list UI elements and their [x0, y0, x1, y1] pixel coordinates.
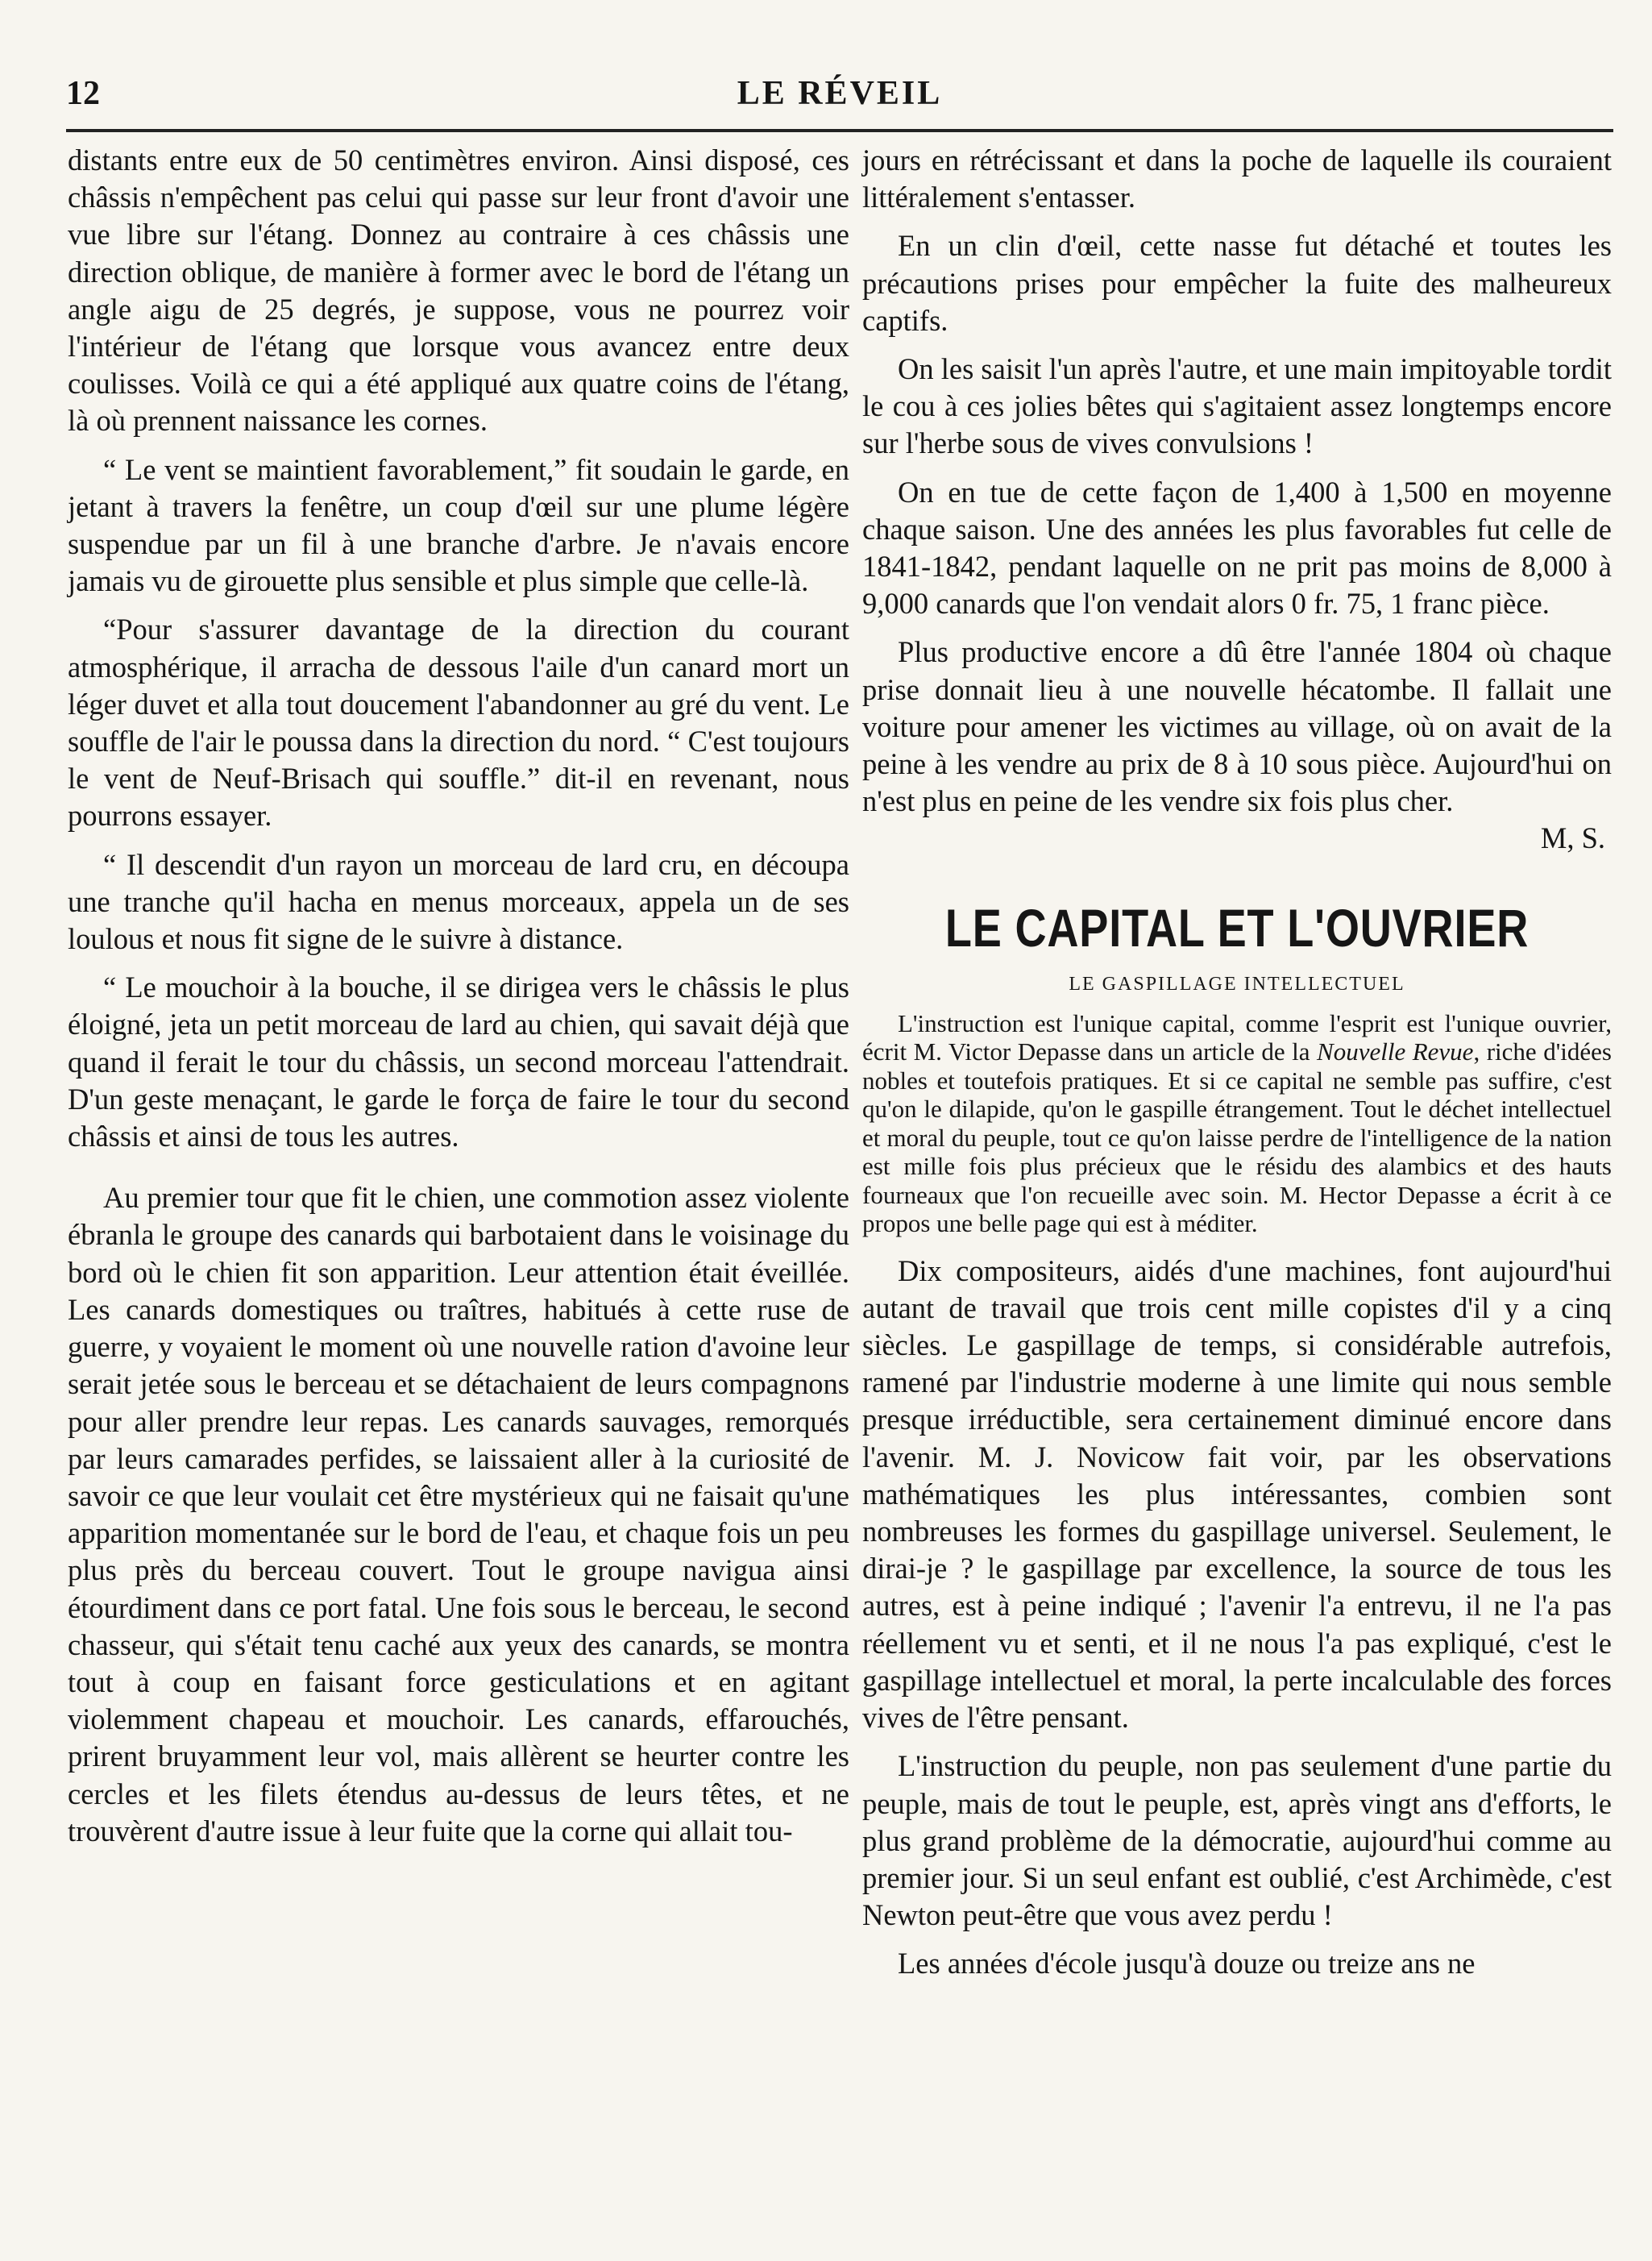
journal-name: Nouvelle Revue: [1317, 1037, 1474, 1066]
paragraph: Dix compositeurs, aidés d'une machines, font aujourd'hui autant de travail que trois cent mille copistes d'il y a cinq siècles. Le gaspillage de temps, si considérable autrefois, ramené par l'industrie moderne à une limite qui nous semble presque irréductible, sera certainement diminué encore dans l'avenir. M. J. Novicow fait voir, par les observations mathématiques les plus intéressantes, combien sont nombreuses les formes du gaspillage universel. Seulement, le dirai-je ? le gaspillage par excellence, la source de tous les autres, est à peine indiqué ; l'avenir l'a entrevu, il ne l'a pas réellement vu et senti, et il ne nous l'a pas expliqué, c'est le gaspillage intellectuel et moral, la perte incalculable des forces vives de l'être pensant.: [862, 1253, 1612, 1735]
paragraph: distants entre eux de 50 centimètres environ. Ainsi disposé, ces châssis n'empêchent pas celui qui passe sur leur front d'avoir une vue libre sur l'étang. Donnez au contraire à ces châssis une direction oblique, de manière à former avec le bord de l'étang un angle aigu de 25 degrés, je suppose, vous ne pourrez voir l'intérieur de l'étang que lorsque vous avancez entre deux coulisses. Voilà ce qui a été appliqué aux quatre coins de l'étang, là où prennent naissance les cornes.: [68, 143, 849, 438]
author-signature: M, S.: [1540, 821, 1605, 855]
section-subtitle: LE GASPILLAGE INTELLECTUEL: [1069, 973, 1405, 995]
paragraph: On les saisit l'un après l'autre, et une main impitoyable tordit le cou à ces jolies bêtes qui s'agitaient assez longtemps encore sur l'herbe sous de vives convulsions !: [862, 352, 1612, 460]
running-title: LE RÉVEIL: [737, 75, 943, 112]
page-header: [66, 71, 1613, 119]
header-rule: [66, 129, 1613, 132]
paragraph: “ Le vent se maintient favorablement,” fit soudain le garde, en jetant à travers la fenêtre, un coup d'œil sur une plume légère suspendue par un fil à une branche d'arbre. Je n'avais encore jamais vu de girouette plus sensible et plus simple que celle-là.: [68, 452, 849, 598]
section-title: LE CAPITAL ET L'OUVRIER: [944, 897, 1530, 958]
quote-text-end: , riche d'idées nobles et toutefois pratiques. Et si ce capital ne semble pas suffire, c'est qu'on le dilapide, qu'on le gaspille étrangement. Tout le déchet intellectuel et moral du peuple, tout ce qu'on laisse perdre de l'intelligence de la nation est mille fois plus précieux que le résidu des alambics et des hauts fourneaux que l'on recueille avec soin. M. Hector Depasse a écrit à ce propos une belle page qui est à méditer.: [862, 1037, 1612, 1238]
right-column: [862, 142, 1612, 1983]
paragraph: “ Le mouchoir à la bouche, il se dirigea vers le châssis le plus éloigné, jeta un petit morceau de lard au chien, qui savait déjà que quand il ferait le tour du châssis, un second morceau l'attendrait. D'un geste menaçant, le garde le força de faire le tour du second châssis et ainsi de tous les autres.: [68, 970, 849, 1153]
paragraph: “Pour s'assurer davantage de la direction du courant atmosphérique, il arracha de dessous l'aile d'un canard mort un léger duvet et alla tout doucement l'abandonner au gré du vent. Le souffle de l'air le poussa dans la direction du nord. “ C'est toujours le vent de Neuf-Brisach qui souffle.” dit-il en revenant, nous pourrons essayer.: [68, 613, 849, 833]
paragraph: Au premier tour que fit le chien, une commotion assez violente ébranla le groupe des canards qui barbotaient dans le voisinage du bord où le chien fit son apparition. Leur attention était éveillée. Les canards domestiques ou traîtres, habitués à cette ruse de guerre, y voyaient le moment où une nouvelle ration d'avoine leur serait jetée sous le berceau et se détachaient de leurs compagnons pour aller prendre leur repas. Les canards sauvages, remorqués par leurs camarades perfides, se laissaient aller à la curiosité de savoir ce que leur voulait cet être mystérieux qui ne faisait qu'une apparition momentanée sur le bord de l'eau, et chaque fois un peu plus près du berceau couvert. Tout le groupe navigua ainsi étourdiment dans ce port fatal. Une fois sous le berceau, le second chasseur, qui s'était tenu caché aux yeux des canards, se montra tout à coup en faisant force gesticulations et en agitant violemment chapeau et mouchoir. Les canards, effarouchés, prirent bruyamment leur vol, mais allèrent se heurter contre les cercles et les filets étendus au-dessus de leurs têtes, et ne trouvèrent d'autre issue à leur fuite que la corne qui allait tou-: [68, 1181, 849, 1847]
left-column: [68, 142, 849, 1850]
quoted-introduction: [862, 1009, 1612, 1238]
paragraph: L'instruction du peuple, non pas seulement d'une partie du peuple, mais de tout le peuple, est, après vingt ans d'efforts, le plus grand problème de la démocratie, aujourd'hui comme au premier jour. Si un seul enfant est oublié, c'est Archimède, c'est Newton peut-être que vous avez perdu !: [862, 1749, 1612, 1932]
paragraph: On en tue de cette façon de 1,400 à 1,500 en moyenne chaque saison. Une des années les plus favorables fut celle de 1841-1842, pendant laquelle on ne prit pas moins de 8,000 à 9,000 canards que l'on vendait alors 0 fr. 75, 1 franc pièce.: [862, 475, 1612, 621]
paragraph: En un clin d'œil, cette nasse fut détaché et toutes les précautions prises pour empêcher la fuite des malheureux captifs.: [862, 229, 1612, 337]
paragraph: “ Il descendit d'un rayon un morceau de lard cru, en découpa une tranche qu'il hacha en menus morceaux, appela un de ses loulous et nous fit signe de le suivre à distance.: [68, 847, 849, 956]
page-number: 12: [66, 75, 100, 112]
paragraph: jours en rétrécissant et dans la poche de laquelle ils couraient littéralement s'entasser.: [862, 143, 1612, 214]
quote-text-start: L'instruction est l'unique capital, comme l'esprit est l'unique ouvrier, écrit M. Victor Depasse dans un article de la: [862, 1008, 1612, 1066]
quote-paragraph: [862, 1009, 1612, 1238]
paragraph: Les années d'école jusqu'à douze ou treize ans ne: [898, 1947, 1476, 1980]
paragraph: Plus productive encore a dû être l'année 1804 où chaque prise donnait lieu à une nouvelle hécatombe. Il fallait une voiture pour amener les victimes au village, où on avait de la peine à les vendre au prix de 8 à 10 sous pièce. Aujourd'hui on n'est plus en peine de les vendre six fois plus cher.: [862, 635, 1612, 818]
